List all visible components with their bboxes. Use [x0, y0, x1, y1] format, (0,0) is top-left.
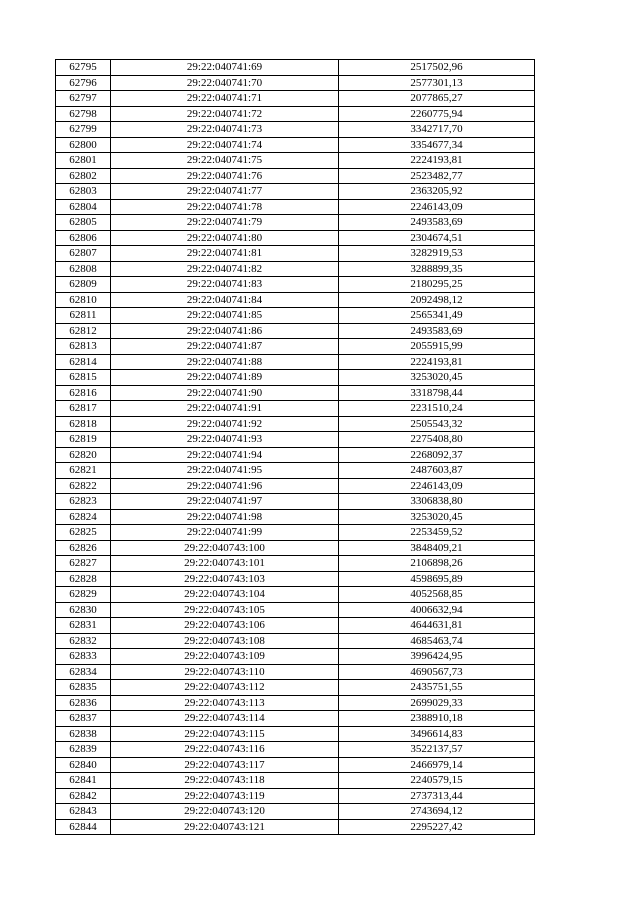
- row-number-cell: 62824: [56, 509, 111, 525]
- row-number-cell: 62843: [56, 804, 111, 820]
- table-row: [56, 106, 535, 122]
- cadastral-number-cell: 29:22:040741:92: [111, 416, 339, 432]
- cadastral-number-cell: 29:22:040741:78: [111, 199, 339, 215]
- row-number-cell: 62819: [56, 432, 111, 448]
- table-row: [56, 60, 535, 76]
- row-number-cell: 62801: [56, 153, 111, 169]
- row-number-cell: 62810: [56, 292, 111, 308]
- cadastral-number-cell: 29:22:040741:99: [111, 525, 339, 541]
- table-row: [56, 695, 535, 711]
- table-row: [56, 587, 535, 603]
- cadastral-value-cell: 2388910,18: [339, 711, 535, 727]
- cadastral-value-cell: 2493583,69: [339, 323, 535, 339]
- table-row: [56, 664, 535, 680]
- row-number-cell: 62833: [56, 649, 111, 665]
- cadastral-value-cell: 2577301,13: [339, 75, 535, 91]
- cadastral-value-cell: 2224193,81: [339, 153, 535, 169]
- cadastral-value-cell: 3496614,83: [339, 726, 535, 742]
- row-number-cell: 62804: [56, 199, 111, 215]
- cadastral-number-cell: 29:22:040741:98: [111, 509, 339, 525]
- row-number-cell: 62803: [56, 184, 111, 200]
- table-row: [56, 742, 535, 758]
- cadastral-number-cell: 29:22:040743:118: [111, 773, 339, 789]
- cadastral-number-cell: 29:22:040743:104: [111, 587, 339, 603]
- row-number-cell: 62830: [56, 602, 111, 618]
- row-number-cell: 62838: [56, 726, 111, 742]
- table-row: [56, 184, 535, 200]
- table-row: [56, 308, 535, 324]
- cadastral-value-cell: 3282919,53: [339, 246, 535, 262]
- table-body: [56, 60, 535, 835]
- cadastral-value-cell: 2246143,09: [339, 199, 535, 215]
- row-number-cell: 62817: [56, 401, 111, 417]
- cadastral-value-cell: 2304674,51: [339, 230, 535, 246]
- cadastral-number-cell: 29:22:040743:114: [111, 711, 339, 727]
- table-row: [56, 370, 535, 386]
- cadastral-number-cell: 29:22:040741:86: [111, 323, 339, 339]
- cadastral-number-cell: 29:22:040741:85: [111, 308, 339, 324]
- row-number-cell: 62799: [56, 122, 111, 138]
- row-number-cell: 62839: [56, 742, 111, 758]
- row-number-cell: 62798: [56, 106, 111, 122]
- table-row: [56, 137, 535, 153]
- table-row: [56, 246, 535, 262]
- table-row: [56, 478, 535, 494]
- cadastral-value-cell: 2737313,44: [339, 788, 535, 804]
- cadastral-number-cell: 29:22:040743:119: [111, 788, 339, 804]
- cadastral-number-cell: 29:22:040741:93: [111, 432, 339, 448]
- cadastral-number-cell: 29:22:040741:76: [111, 168, 339, 184]
- row-number-cell: 62811: [56, 308, 111, 324]
- cadastral-value-cell: 2106898,26: [339, 556, 535, 572]
- row-number-cell: 62836: [56, 695, 111, 711]
- cadastral-value-cell: 2231510,24: [339, 401, 535, 417]
- row-number-cell: 62840: [56, 757, 111, 773]
- table-row: [56, 385, 535, 401]
- cadastral-value-cell: 4052568,85: [339, 587, 535, 603]
- cadastral-value-cell: 2240579,15: [339, 773, 535, 789]
- row-number-cell: 62802: [56, 168, 111, 184]
- row-number-cell: 62809: [56, 277, 111, 293]
- row-number-cell: 62832: [56, 633, 111, 649]
- row-number-cell: 62815: [56, 370, 111, 386]
- cadastral-number-cell: 29:22:040743:109: [111, 649, 339, 665]
- row-number-cell: 62831: [56, 618, 111, 634]
- table-row: [56, 168, 535, 184]
- table-row: [56, 726, 535, 742]
- table-row: [56, 230, 535, 246]
- cadastral-number-cell: 29:22:040743:113: [111, 695, 339, 711]
- cadastral-number-cell: 29:22:040743:117: [111, 757, 339, 773]
- table-row: [56, 571, 535, 587]
- cadastral-value-cell: 2493583,69: [339, 215, 535, 231]
- cadastral-number-cell: 29:22:040743:100: [111, 540, 339, 556]
- cadastral-value-cell: 2275408,80: [339, 432, 535, 448]
- table-row: [56, 773, 535, 789]
- row-number-cell: 62822: [56, 478, 111, 494]
- table-row: [56, 494, 535, 510]
- cadastral-value-cell: 3306838,80: [339, 494, 535, 510]
- cadastral-value-cell: 2565341,49: [339, 308, 535, 324]
- cadastral-number-cell: 29:22:040741:73: [111, 122, 339, 138]
- cadastral-number-cell: 29:22:040741:70: [111, 75, 339, 91]
- cadastral-value-cell: 2092498,12: [339, 292, 535, 308]
- cadastral-number-cell: 29:22:040741:71: [111, 91, 339, 107]
- row-number-cell: 62835: [56, 680, 111, 696]
- row-number-cell: 62844: [56, 819, 111, 835]
- cadastral-value-cell: 2523482,77: [339, 168, 535, 184]
- table-row: [56, 680, 535, 696]
- table-row: [56, 602, 535, 618]
- cadastral-number-cell: 29:22:040743:101: [111, 556, 339, 572]
- cadastral-number-cell: 29:22:040741:79: [111, 215, 339, 231]
- row-number-cell: 62837: [56, 711, 111, 727]
- cadastral-value-cell: 4685463,74: [339, 633, 535, 649]
- cadastral-number-cell: 29:22:040741:74: [111, 137, 339, 153]
- cadastral-value-cell: 2180295,25: [339, 277, 535, 293]
- row-number-cell: 62807: [56, 246, 111, 262]
- table-row: [56, 633, 535, 649]
- row-number-cell: 62800: [56, 137, 111, 153]
- table-row: [56, 432, 535, 448]
- cadastral-number-cell: 29:22:040741:87: [111, 339, 339, 355]
- cadastral-value-cell: 2224193,81: [339, 354, 535, 370]
- cadastral-value-cell: 2466979,14: [339, 757, 535, 773]
- cadastral-number-cell: 29:22:040741:69: [111, 60, 339, 76]
- cadastral-number-cell: 29:22:040743:115: [111, 726, 339, 742]
- cadastral-value-cell: 4690567,73: [339, 664, 535, 680]
- row-number-cell: 62823: [56, 494, 111, 510]
- cadastral-value-cell: 3848409,21: [339, 540, 535, 556]
- row-number-cell: 62841: [56, 773, 111, 789]
- row-number-cell: 62827: [56, 556, 111, 572]
- table-row: [56, 525, 535, 541]
- table-row: [56, 354, 535, 370]
- cadastral-value-cell: 3996424,95: [339, 649, 535, 665]
- cadastral-value-cell: 4006632,94: [339, 602, 535, 618]
- cadastral-number-cell: 29:22:040743:116: [111, 742, 339, 758]
- cadastral-number-cell: 29:22:040743:120: [111, 804, 339, 820]
- cadastral-number-cell: 29:22:040741:75: [111, 153, 339, 169]
- table-row: [56, 540, 535, 556]
- cadastral-number-cell: 29:22:040741:81: [111, 246, 339, 262]
- row-number-cell: 62829: [56, 587, 111, 603]
- cadastral-value-table: [55, 59, 535, 835]
- table-row: [56, 509, 535, 525]
- cadastral-value-cell: 3253020,45: [339, 509, 535, 525]
- cadastral-value-cell: 3288899,35: [339, 261, 535, 277]
- table-row: [56, 292, 535, 308]
- cadastral-number-cell: 29:22:040741:77: [111, 184, 339, 200]
- cadastral-number-cell: 29:22:040743:110: [111, 664, 339, 680]
- cadastral-number-cell: 29:22:040743:112: [111, 680, 339, 696]
- cadastral-value-cell: 2260775,94: [339, 106, 535, 122]
- cadastral-value-cell: 2077865,27: [339, 91, 535, 107]
- cadastral-number-cell: 29:22:040743:108: [111, 633, 339, 649]
- table-row: [56, 711, 535, 727]
- table-row: [56, 788, 535, 804]
- cadastral-value-cell: 2487603,87: [339, 463, 535, 479]
- table-row: [56, 757, 535, 773]
- cadastral-number-cell: 29:22:040741:88: [111, 354, 339, 370]
- table-row: [56, 447, 535, 463]
- cadastral-number-cell: 29:22:040741:83: [111, 277, 339, 293]
- cadastral-number-cell: 29:22:040741:97: [111, 494, 339, 510]
- table-row: [56, 153, 535, 169]
- cadastral-number-cell: 29:22:040741:84: [111, 292, 339, 308]
- table-row: [56, 75, 535, 91]
- table-row: [56, 261, 535, 277]
- cadastral-value-cell: 3342717,70: [339, 122, 535, 138]
- row-number-cell: 62821: [56, 463, 111, 479]
- cadastral-value-cell: 3354677,34: [339, 137, 535, 153]
- table-row: [56, 804, 535, 820]
- cadastral-value-cell: 2268092,37: [339, 447, 535, 463]
- cadastral-value-cell: 2253459,52: [339, 525, 535, 541]
- table-row: [56, 215, 535, 231]
- table-row: [56, 199, 535, 215]
- cadastral-number-cell: 29:22:040741:82: [111, 261, 339, 277]
- table-row: [56, 416, 535, 432]
- cadastral-value-cell: 2699029,33: [339, 695, 535, 711]
- cadastral-value-cell: 4598695,89: [339, 571, 535, 587]
- cadastral-number-cell: 29:22:040741:91: [111, 401, 339, 417]
- table-row: [56, 819, 535, 835]
- table-row: [56, 401, 535, 417]
- row-number-cell: 62834: [56, 664, 111, 680]
- table-row: [56, 339, 535, 355]
- cadastral-value-cell: 2055915,99: [339, 339, 535, 355]
- cadastral-value-cell: 2505543,32: [339, 416, 535, 432]
- cadastral-number-cell: 29:22:040741:80: [111, 230, 339, 246]
- cadastral-value-cell: 2517502,96: [339, 60, 535, 76]
- cadastral-number-cell: 29:22:040743:103: [111, 571, 339, 587]
- row-number-cell: 62796: [56, 75, 111, 91]
- cadastral-value-cell: 3522137,57: [339, 742, 535, 758]
- cadastral-value-cell: 4644631,81: [339, 618, 535, 634]
- row-number-cell: 62818: [56, 416, 111, 432]
- row-number-cell: 62795: [56, 60, 111, 76]
- row-number-cell: 62808: [56, 261, 111, 277]
- cadastral-number-cell: 29:22:040741:89: [111, 370, 339, 386]
- cadastral-number-cell: 29:22:040741:95: [111, 463, 339, 479]
- cadastral-number-cell: 29:22:040741:72: [111, 106, 339, 122]
- cadastral-number-cell: 29:22:040741:94: [111, 447, 339, 463]
- cadastral-value-cell: 2295227,42: [339, 819, 535, 835]
- table-row: [56, 91, 535, 107]
- cadastral-number-cell: 29:22:040741:96: [111, 478, 339, 494]
- table-row: [56, 277, 535, 293]
- row-number-cell: 62813: [56, 339, 111, 355]
- cadastral-number-cell: 29:22:040741:90: [111, 385, 339, 401]
- table-row: [56, 618, 535, 634]
- row-number-cell: 62797: [56, 91, 111, 107]
- row-number-cell: 62842: [56, 788, 111, 804]
- table-row: [56, 649, 535, 665]
- table-row: [56, 122, 535, 138]
- row-number-cell: 62806: [56, 230, 111, 246]
- row-number-cell: 62812: [56, 323, 111, 339]
- table-row: [56, 463, 535, 479]
- table-row: [56, 556, 535, 572]
- row-number-cell: 62814: [56, 354, 111, 370]
- row-number-cell: 62816: [56, 385, 111, 401]
- cadastral-number-cell: 29:22:040743:105: [111, 602, 339, 618]
- table-row: [56, 323, 535, 339]
- cadastral-value-cell: 2363205,92: [339, 184, 535, 200]
- row-number-cell: 62825: [56, 525, 111, 541]
- row-number-cell: 62826: [56, 540, 111, 556]
- cadastral-value-cell: 2246143,09: [339, 478, 535, 494]
- cadastral-value-cell: 3318798,44: [339, 385, 535, 401]
- row-number-cell: 62820: [56, 447, 111, 463]
- cadastral-value-cell: 2743694,12: [339, 804, 535, 820]
- cadastral-number-cell: 29:22:040743:106: [111, 618, 339, 634]
- cadastral-value-cell: 3253020,45: [339, 370, 535, 386]
- cadastral-value-cell: 2435751,55: [339, 680, 535, 696]
- row-number-cell: 62828: [56, 571, 111, 587]
- cadastral-number-cell: 29:22:040743:121: [111, 819, 339, 835]
- row-number-cell: 62805: [56, 215, 111, 231]
